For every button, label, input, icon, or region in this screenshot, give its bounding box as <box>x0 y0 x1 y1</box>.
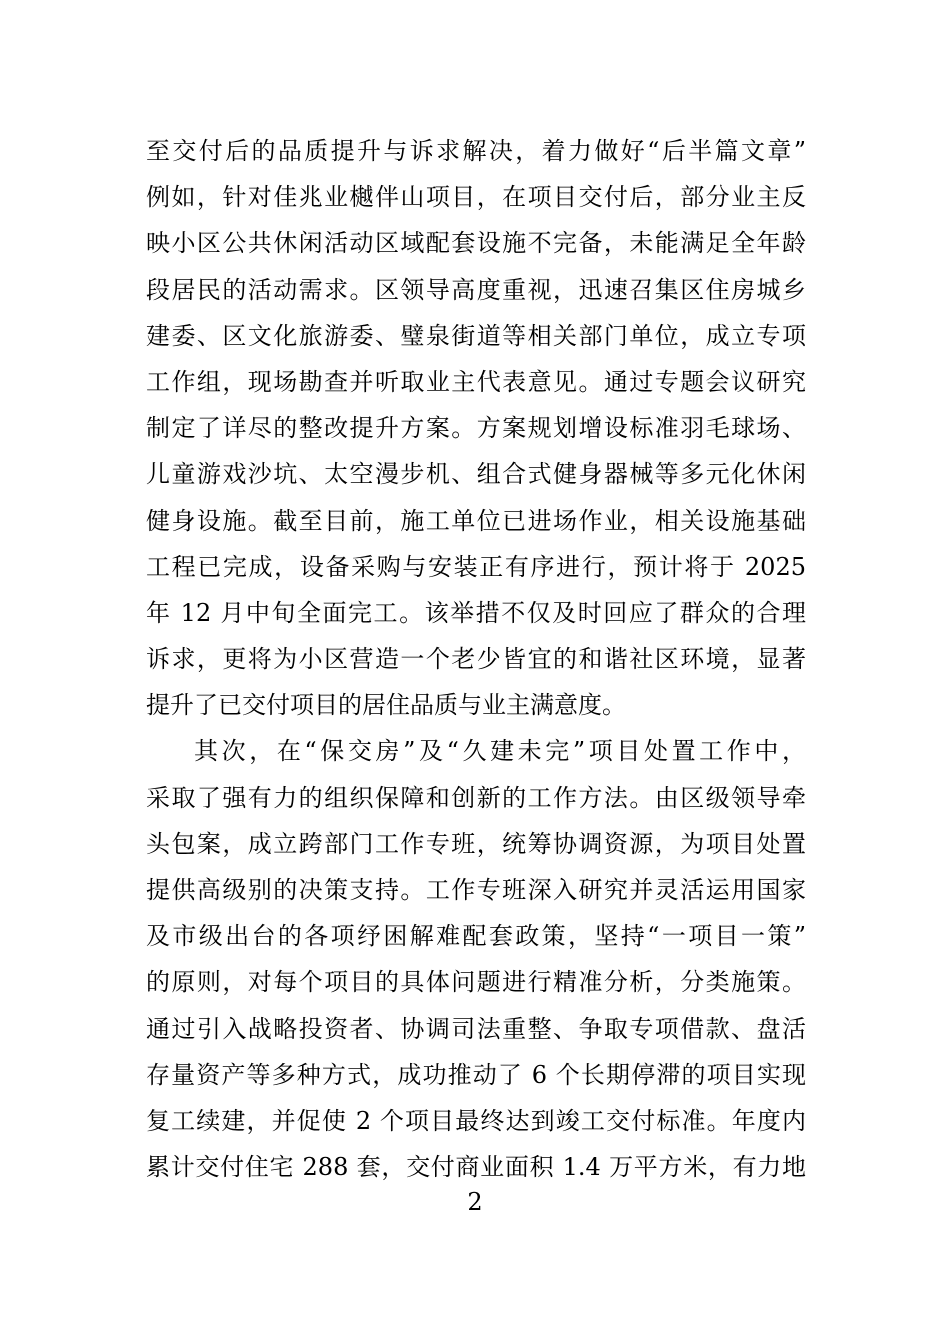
paragraph-line: 年 12 月中旬全面完工。该举措不仅及时回应了群众的合理 <box>146 598 806 627</box>
paragraph-line: 及市级出台的各项纾困解难配套政策，坚持“一项目一策” <box>146 922 806 951</box>
paragraph-line: 头包案，成立跨部门工作专班，统筹协调资源，为项目处置 <box>146 829 806 858</box>
paragraph-line: 诉求，更将为小区营造一个老少皆宜的和谐社区环境，显著 <box>146 645 806 674</box>
paragraph-line: 采取了强有力的组织保障和创新的工作方法。由区级领导牵 <box>146 783 806 812</box>
paragraph-line: 存量资产等多种方式，成功推动了 6 个长期停滞的项目实现 <box>146 1060 806 1089</box>
paragraph-line: 建委、区文化旅游委、璧泉街道等相关部门单位，成立专项 <box>146 321 806 350</box>
paragraph-line: 映小区公共休闲活动区域配套设施不完备，未能满足全年龄 <box>146 229 806 258</box>
paragraph-line: 通过引入战略投资者、协调司法重整、争取专项借款、盘活 <box>146 1014 806 1043</box>
paragraph-line: 儿童游戏沙坑、太空漫步机、组合式健身器械等多元化休闲 <box>146 460 806 489</box>
paragraph-line: 工程已完成，设备采购与安装正有序进行，预计将于 2025 <box>146 552 806 581</box>
paragraph-line: 例如，针对佳兆业樾伴山项目，在项目交付后，部分业主反 <box>146 183 806 212</box>
paragraph-line: 提升了已交付项目的居住品质与业主满意度。 <box>146 691 626 720</box>
paragraph-line: 至交付后的品质提升与诉求解决，着力做好“后半篇文章” <box>146 137 806 165</box>
paragraph-line: 提供高级别的决策支持。工作专班深入研究并灵活运用国家 <box>146 876 806 904</box>
paragraph-line: 累计交付住宅 288 套，交付商业面积 1.4 万平方米，有力地 <box>146 1153 806 1182</box>
body-text <box>146 128 806 1190</box>
paragraph-line: 其次，在“保交房”及“久建未完”项目处置工作中， <box>194 737 806 766</box>
paragraph-line: 健身设施。截至目前，施工单位已进场作业，相关设施基础 <box>146 506 806 535</box>
page-number: 2 <box>467 1188 483 1216</box>
paragraph-line: 段居民的活动需求。区领导高度重视，迅速召集区住房城乡 <box>146 275 806 304</box>
paragraph-line: 的原则，对每个项目的具体问题进行精准分析，分类施策。 <box>146 968 806 997</box>
paragraph-line: 复工续建，并促使 2 个项目最终达到竣工交付标准。年度内 <box>146 1106 806 1135</box>
paragraph-line: 制定了详尽的整改提升方案。方案规划增设标准羽毛球场、 <box>146 414 806 443</box>
paragraph-line: 工作组，现场勘查并听取业主代表意见。通过专题会议研究 <box>146 367 806 396</box>
